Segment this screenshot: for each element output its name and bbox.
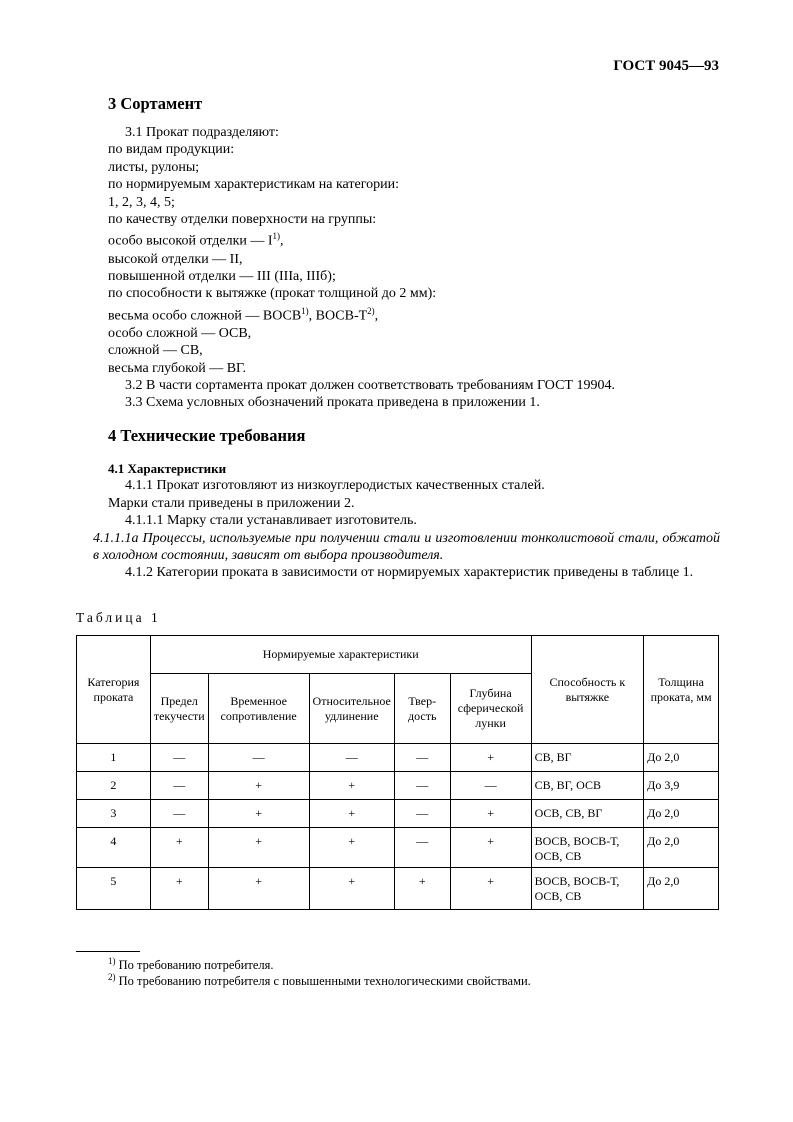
header-category: Категория проката (77, 636, 151, 744)
footnote-2 (108, 972, 531, 989)
footnote-mark: 1) (108, 956, 116, 966)
table-cell: СВ, ВГ (531, 744, 644, 772)
table-cell: — (150, 744, 208, 772)
table-caption: Таблица 1 (76, 610, 161, 625)
table-cell: — (208, 744, 309, 772)
header-drawability: Способность к вытяжке (531, 636, 644, 744)
paragraph: листы, рулоны; (108, 159, 200, 175)
paragraph: 3.3 Схема условных обозначений проката приведена в приложении 1. (125, 395, 540, 411)
paragraph: по качеству отделки поверхности на группы: (108, 212, 377, 228)
table-cell: — (150, 800, 208, 828)
footnote-1 (108, 956, 274, 973)
table-cell: ВОСВ, ВОСВ-Т, ОСВ, СВ (531, 868, 644, 910)
footnote-ref: 1) (301, 305, 309, 316)
text: , (280, 234, 284, 250)
paragraph-italic: 4.1.1.1а Процессы, используемые при получении стали и изготовлении тонколистовой стали, обжатой в холодном состоянии, зависят от выбора производителя. (93, 530, 720, 564)
paragraph: по видам продукции: (108, 142, 235, 158)
document-header: ГОСТ 9045—93 (613, 58, 719, 74)
table-cell: + (309, 772, 394, 800)
paragraph: 3.1 Прокат подразделяют: (125, 125, 279, 140)
paragraph: высокой отделки — II, (108, 251, 243, 267)
header-col: Временное сопротивление (208, 674, 309, 744)
section-3-body (108, 124, 720, 412)
table-cell: + (309, 800, 394, 828)
paragraph: повышенной отделки — III (IIIа, IIIб); (108, 268, 336, 284)
table-cell: + (150, 868, 208, 910)
footnote-text: По требованию потребителя с повышенными технологическими свойствами. (118, 974, 531, 989)
header-col: Предел текучести (150, 674, 208, 744)
table-cell: До 3,9 (644, 772, 719, 800)
table-cell: + (208, 800, 309, 828)
paragraph: по способности к вытяжке (прокат толщиной до 2 мм): (108, 286, 437, 302)
footnote-ref: 2) (367, 305, 375, 316)
section-4-title: 4 Технические требования (108, 426, 306, 445)
paragraph: 4.1.2 Категории проката в зависимости от нормируемых характеристик приведены в таблице 1. (125, 565, 694, 581)
table-cell: + (450, 744, 531, 772)
table-cell: + (394, 868, 450, 910)
table-cell: + (150, 828, 208, 868)
footnote-rule (76, 951, 140, 952)
table-row (77, 772, 719, 800)
table-cell: 3 (77, 800, 151, 828)
table-cell: До 2,0 (644, 868, 719, 910)
subsection-title: 4.1 Характеристики (108, 461, 227, 476)
table-cell: 1 (77, 744, 151, 772)
paragraph: сложной — СВ, (108, 343, 203, 359)
paragraph (108, 303, 720, 325)
table-cell: — (394, 828, 450, 868)
text: весьма особо сложной — ВОСВ (108, 308, 302, 324)
table-cell: + (450, 828, 531, 868)
table-cell: — (394, 744, 450, 772)
footnote-text: По требованию потребителя. (118, 958, 274, 973)
table-cell: + (450, 800, 531, 828)
table-cell: — (450, 772, 531, 800)
table-cell: + (309, 868, 394, 910)
table-cell: + (309, 828, 394, 868)
text: особо высокой отделки — I (108, 234, 273, 250)
table-cell: СВ, ВГ, ОСВ (531, 772, 644, 800)
text: , (374, 308, 379, 324)
table-cell: + (450, 868, 531, 910)
paragraph (108, 228, 720, 250)
table-cell: — (150, 772, 208, 800)
footnote-mark: 2) (108, 972, 116, 982)
table-cell: + (208, 828, 309, 868)
section-3-title: 3 Сортамент (108, 94, 203, 113)
header-col: Глубина сферической лунки (450, 674, 531, 744)
header-col: Относительное удлинение (309, 674, 394, 744)
section-4-body (93, 460, 720, 582)
table-row (77, 800, 719, 828)
table-row (77, 868, 719, 910)
table-1 (76, 635, 719, 910)
table-cell: ВОСВ, ВОСВ-Т, ОСВ, СВ (531, 828, 644, 868)
table-cell: + (208, 868, 309, 910)
table-row (77, 744, 719, 772)
table-cell: ОСВ, СВ, ВГ (531, 800, 644, 828)
table-cell: До 2,0 (644, 744, 719, 772)
table-cell: — (394, 772, 450, 800)
table-cell: 4 (77, 828, 151, 868)
table-cell: — (309, 744, 394, 772)
paragraph: Марки стали приведены в приложении 2. (108, 495, 355, 511)
table-row (77, 828, 719, 868)
paragraph: особо сложной — ОСВ, (108, 325, 252, 341)
table-cell: До 2,0 (644, 828, 719, 868)
header-thickness: Толщина проката, мм (644, 636, 719, 744)
paragraph: по нормируемым характеристикам на категории: (108, 177, 400, 193)
table-cell: — (394, 800, 450, 828)
footnote-ref: 1) (272, 231, 281, 242)
table-cell: 5 (77, 868, 151, 910)
header-group: Нормируемые характеристики (150, 636, 531, 674)
table-cell: + (208, 772, 309, 800)
paragraph: 1, 2, 3, 4, 5; (108, 194, 175, 210)
paragraph: весьма глубокой — ВГ. (108, 360, 247, 376)
paragraph: 4.1.1.1 Марку стали устанавливает изготовитель. (125, 513, 417, 529)
paragraph: 3.2 В части сортамента прокат должен соответствовать требованиям ГОСТ 19904. (125, 378, 615, 393)
table-cell: 2 (77, 772, 151, 800)
paragraph: 4.1.1 Прокат изготовляют из низкоуглеродистых качественных сталей. (125, 478, 545, 494)
header-col: Твер-дость (394, 674, 450, 744)
text: , ВОСВ-Т (308, 308, 368, 324)
table-cell: До 2,0 (644, 800, 719, 828)
